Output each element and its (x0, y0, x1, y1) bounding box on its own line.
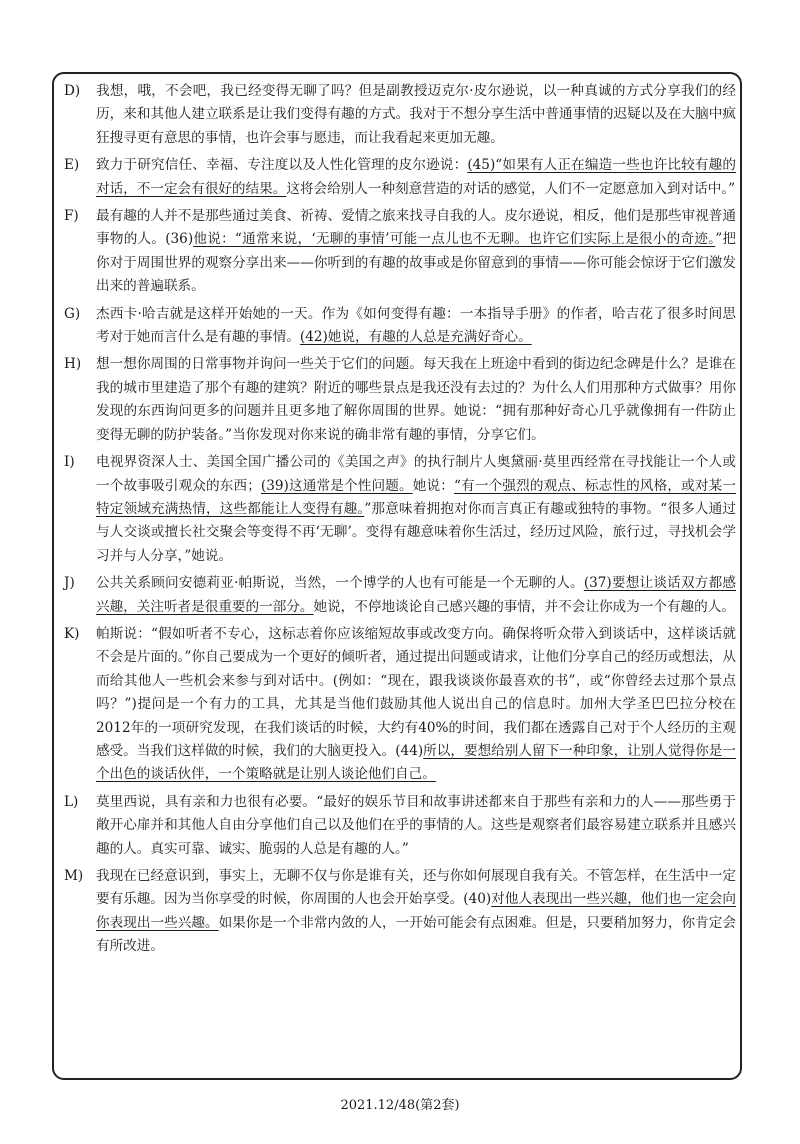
text-segment: ”那意味着拥抱对你而言真正有趣或独特的事物。“很多人通过与人交谈或擅长社交聚会等变得不再‘无聊’。变得有趣意味着你生活过，经历过风险，旅行过，寻找机会学习并与人分享，”她说。 (96, 500, 737, 564)
text-segment: 帕斯说：“假如听者不专心，这标志着你应该缩短故事或改变方向。确保将听众带入到谈话中，这样谈话就不会是片面的。”你自己要成为一个更好的倾听者，通过提出问题或请求，让他们分享自己的经历或想法，从而给其他人一些机会来参与到对话中。(例如：“现在，跟我谈谈你最喜欢的书”，或“你曾经去过那个景点吗？”)提问是一个有力的工具，尤其是当他们鼓励其他人说出自己的信息时。加州大学圣巴巴拉分校在2012年的一项研究发现，在我们谈话的时候，大约有40%的时间，我们都在透露自己对于个人经历的主观感受。当我们这样做的时候，我们的大脑更投入。(44) (96, 625, 736, 759)
paragraph-letter: G) (64, 305, 81, 322)
paragraph-text (96, 572, 736, 619)
underlined-answer-text: (37)要想让谈话双方都感兴趣，关注听者是很重要的一部分。 (96, 575, 736, 615)
text-segment: 这将会给别人一种刻意营造的对话的感觉，人们不一定愿意加入到对话中。” (286, 180, 736, 197)
text-segment: 公共关系顾问安德莉亚·帕斯说，当然，一个博学的人也有可能是一个无聊的人。 (96, 575, 584, 592)
paragraph-f (64, 205, 736, 299)
underlined-answer-text: “有一个强烈的观点、标志性的风格，或对某一特定领域充满热情，这些都能让人变得有趣。 (96, 477, 737, 517)
paragraph-text (96, 154, 736, 201)
paragraph-e (64, 154, 736, 201)
text-segment: 她说，不停地谈论自己感兴趣的事情，并不会让你成为一个有趣的人。 (313, 598, 735, 615)
paragraph-text (96, 451, 736, 568)
text-segment: 我现在已经意识到，事实上，无聊不仅与你是谁有关，还与你如何展现自我有关。不管怎样，在生活中一定要有乐趣。因为当你享受的时候，你周围的人也会开始享受。 (96, 868, 736, 908)
paragraph-letter: I) (64, 454, 75, 471)
underlined-answer-text: 他说：“通常来说，‘无聊的事情’可能一点儿也不无聊。也许它们实际上是很小的奇迹。 (193, 231, 716, 248)
paragraph-letter: E) (64, 157, 80, 174)
paragraph-k (64, 623, 736, 787)
text-segment: 电视界资深人士、美国全国广播公司的《美国之声》的执行制片人奥黛丽·莫里西经常在寻找能让一个人或一个故事吸引观众的东西； (96, 454, 736, 494)
paragraph-m (64, 865, 736, 959)
paragraph-letter: J) (64, 575, 75, 592)
text-segment: 我想，哦，不会吧，我已经变得无聊了吗？但是副教授迈克尔·皮尔逊说，以一种真诚的方式分享我们的经历，来和其他人建立联系是让我们变得有趣的方式。我对于不想分享生活中普通事情的迟疑以及在大脑中疯狂搜寻更有意思的事情，也许会事与愿违，而让我看起来更加无趣。 (96, 83, 736, 146)
paragraph-text (96, 303, 736, 350)
text-segment: 杰西卡·哈吉就是这样开始她的一天。作为《如何变得有趣：一本指导手册》的作者，哈吉花了很多时间思考对于她而言什么是有趣的事情。 (96, 305, 736, 346)
text-segment: 最有趣的人并不是那些通过美食、祈祷、爱情之旅来找寻自我的人。皮尔逊说，相反，他们是那些审视普通事物的人。(36) (96, 208, 736, 248)
paragraph-i (64, 451, 736, 568)
paragraph-text (96, 205, 736, 299)
text-segment: 莫里西说，具有亲和力也很有必要。“最好的娱乐节目和故事讲述都来自于那些有亲和力的人——那些勇于敞开心扉并和其他人自由分享他们自己以及他们在乎的事情的人。这些是观察者们最容易建立联系并且感兴趣的人。真实可靠、诚实、脆弱的人总是有趣的人。” (96, 793, 736, 857)
paragraph-j (64, 572, 736, 619)
paragraph-text (96, 353, 736, 447)
paragraph-text (96, 80, 736, 150)
paragraph-letter: D) (64, 83, 81, 99)
paragraph-l (64, 791, 736, 861)
underlined-answer-text: (39)这通常是个性问题。 (260, 477, 413, 494)
paragraph-text (96, 865, 736, 959)
reading-passage (64, 80, 736, 963)
text-segment: (40) (463, 891, 492, 908)
underlined-answer-text: 所以，要想给别人留下一种印象，让别人觉得你是一个出色的谈话伙伴，一个策略就是让别人谈论他们自己。 (96, 742, 737, 783)
text-segment: 她说： (412, 477, 454, 494)
paragraph-h (64, 353, 736, 447)
underlined-answer-text: 对他人表现出一些兴趣，他们也一定会向你表现出一些兴趣。 (96, 891, 737, 931)
paragraph-letter: H) (64, 356, 82, 373)
paragraph-g (64, 303, 736, 350)
paragraph-d (64, 80, 736, 150)
paragraph-letter: K) (64, 625, 80, 642)
underlined-answer-text: (45)“如果有人正在编造一些也许比较有趣的对话，不一定会有很好的结果。 (96, 157, 737, 197)
text-segment: ”把你对于周围世界的观察分享出来——你听到的有趣的故事或是你留意到的事情——你可能会惊讶于它们激发出来的普遍联系。 (96, 231, 736, 295)
paragraph-letter: F) (64, 208, 79, 225)
paragraph-letter: M) (64, 868, 84, 884)
paragraph-text (96, 791, 736, 861)
underlined-answer-text: (42)她说，有趣的人总是充满好奇心。 (299, 329, 532, 346)
page-footer: 2021.12/48(第2套) (340, 1098, 460, 1113)
text-segment: 想一想你周围的日常事物并询问一些关于它们的问题。每天我在上班途中看到的街边纪念碑是什么？是谁在我的城市里建造了那个有趣的建筑？附近的哪些景点是我还没有去过的？为什么人们用那种方式做事？用你发现的东西询问更多的问题并且更多地了解你周围的世界。她说：“拥有那种好奇心几乎就像拥有一件防止变得无聊的防护装备。”当你发现对你来说的确非常有趣的事情，分享它们。 (96, 356, 736, 443)
paragraph-text (96, 623, 736, 787)
text-segment: 致力于研究信任、幸福、专注度以及人性化管理的皮尔逊说： (96, 157, 468, 174)
text-segment: 如果你是一个非常内敛的人，一开始可能会有点困难。但是，只要稍加努力，你肯定会有所改进。 (96, 914, 737, 955)
paragraph-letter: L) (64, 793, 79, 810)
